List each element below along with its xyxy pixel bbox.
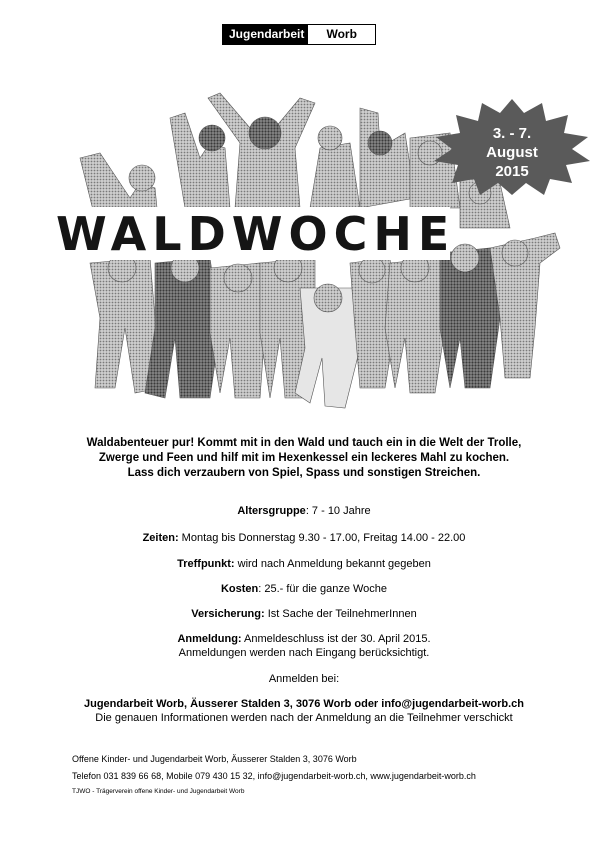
logo-light-part: Worb [308,25,375,44]
contact-address: Jugendarbeit Worb, Äusserer Stalden 3, 3076 Worb oder info@jugendarbeit-worb.ch [83,698,524,710]
meeting-value: wird nach Anmeldung bekannt gegeben [234,558,431,570]
meeting-label: Treffpunkt: [177,558,235,570]
footer-contact: Telefon 031 839 66 68, Mobile 079 430 15 32, info@jugendarbeit-worb.ch, www.jugendarbeit-worb.ch [72,771,476,781]
cost [40,582,568,596]
cost-label: Kosten [220,583,259,595]
logo-dark-part: Jugendarbeit [223,25,308,44]
intro-line: Lass dich verzaubern von Spiel, Spass und sonstigen Streichen. [127,467,481,479]
registration-value: Anmeldeschluss ist der 30. April 2015. [241,633,431,645]
cost-value: : 25.- für die ganze Woche [258,583,388,595]
date-range: 3. - 7. [492,125,532,142]
contact-note: Die genauen Informationen werden nach der Anmeldung an die Teilnehmer verschickt [95,712,513,724]
insurance-value: Ist Sache der TeilnehmerInnen [264,608,417,620]
date-month: August [486,144,538,161]
logo [222,24,376,45]
times [40,531,568,545]
age-label: Altersgruppe [237,505,306,517]
registration [40,632,568,660]
age-group [40,504,568,518]
date-year: 2015 [495,163,529,180]
intro-text [40,436,568,481]
intro-line: Waldabenteuer pur! Kommt mit in den Wald und tauch ein in die Welt der Trolle, [86,437,522,449]
intro-line: Zwerge und Feen und hilf mit im Hexenkessel ein leckeres Mahl zu kochen. [98,452,510,464]
registration-label: Anmeldung: [177,633,242,645]
footer-address: Offene Kinder- und Jugendarbeit Worb, Äusserer Stalden 3, 3076 Worb [72,754,357,764]
date-text [432,124,592,181]
times-value: Montag bis Donnerstag 9.30 - 17.00, Freitag 14.00 - 22.00 [178,532,466,544]
page-title: WALDWOCHE [56,207,456,261]
insurance [40,607,568,621]
age-value: : 7 - 10 Jahre [305,505,371,517]
signup-at: Anmelden bei: [268,673,340,685]
insurance-label: Versicherung: [191,608,265,620]
contact-block [30,697,578,725]
footer-association: TJWO - Trägerverein offene Kinder- und Jugendarbeit Worb [72,788,245,795]
times-label: Zeiten: [142,532,179,544]
registration-note: Anmeldungen werden nach Eingang berücksichtigt. [178,647,430,659]
meeting-point [40,557,568,571]
